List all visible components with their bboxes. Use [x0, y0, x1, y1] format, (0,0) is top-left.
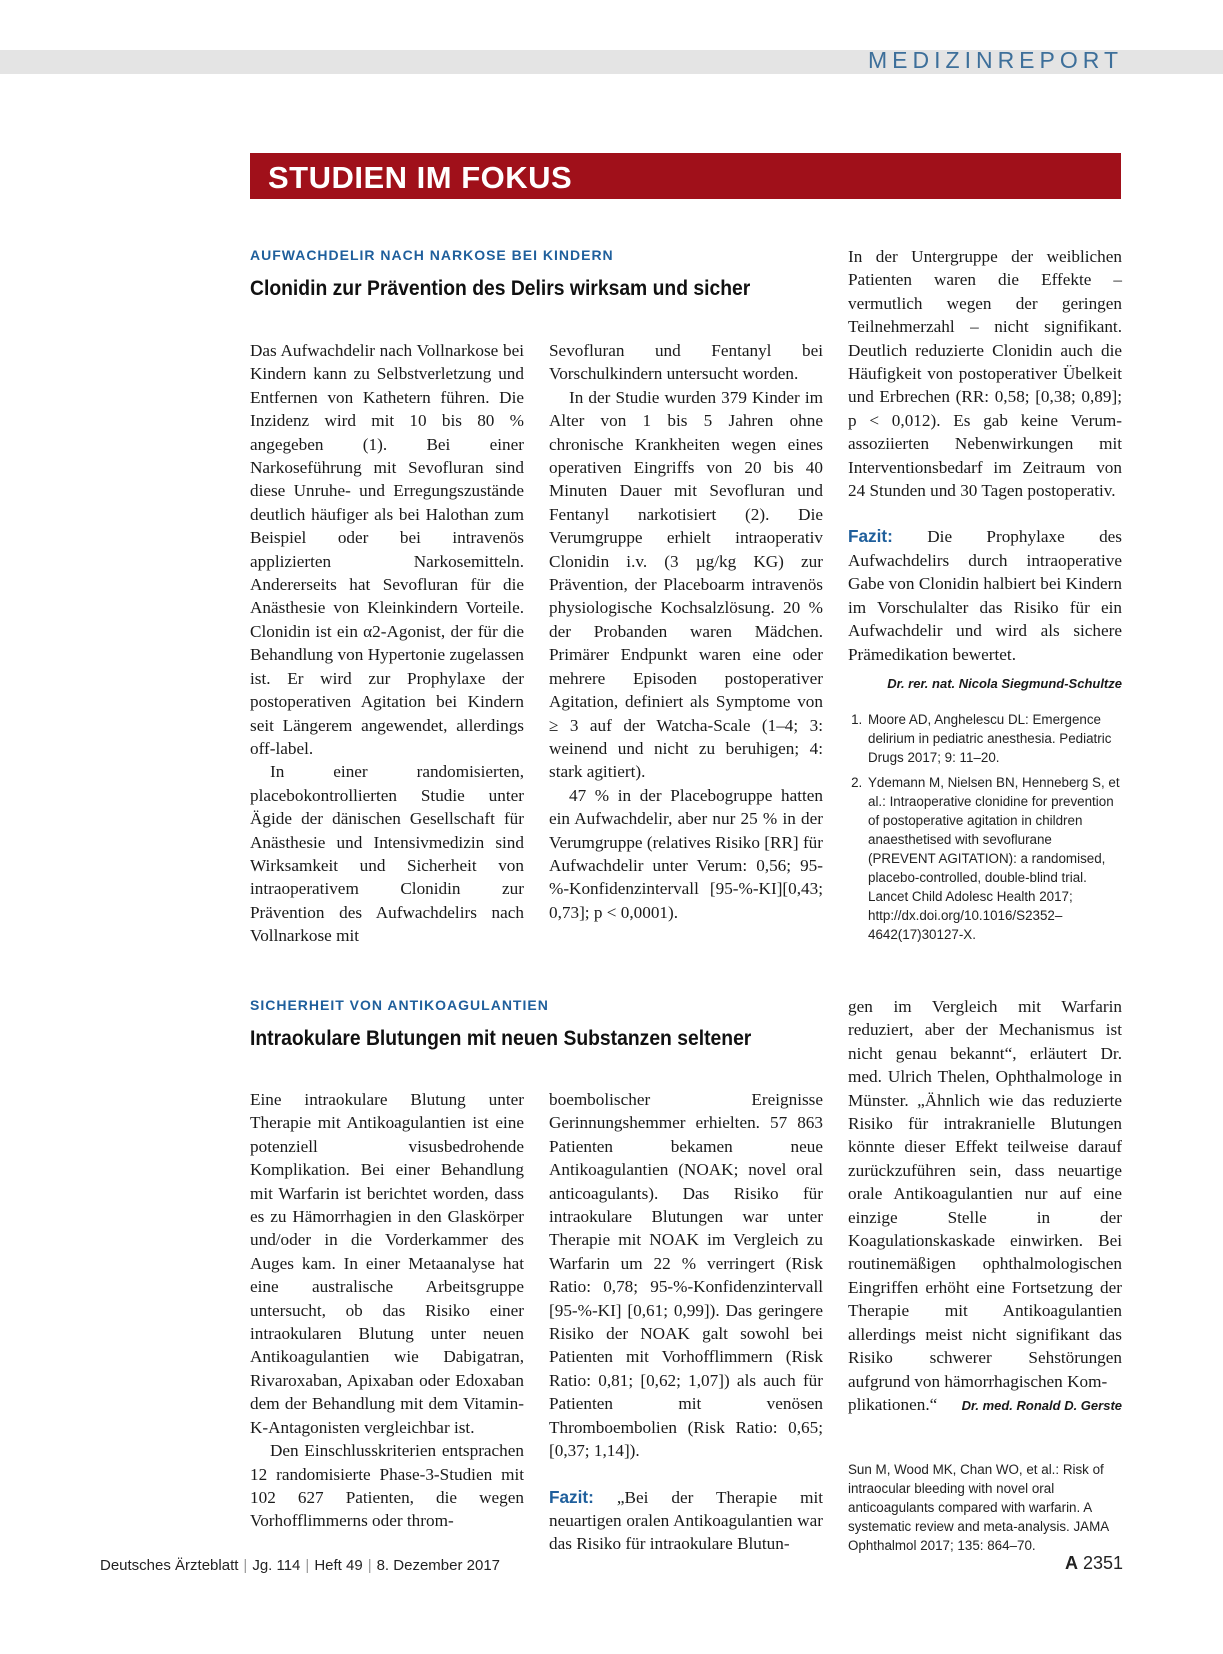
article1-column-2: [549, 339, 823, 924]
article2-column-2: [549, 1088, 823, 1556]
section-banner: [250, 153, 1121, 199]
fazit-label: Fazit:: [549, 1486, 594, 1507]
paragraph: 47 % in der Placebogruppe hatten ein Aufwachdelir, aber nur 25 % in der Verumgruppe (relatives Risiko [RR] für Aufwachdelir unter Verum: 0,56; 95-%-Konfidenzintervall [95-%-KI][0,43; 0,73]; p < 0,0001).: [549, 785, 823, 922]
paragraph: In der Studie wurden 379 Kinder im Alter von 1 bis 5 Jahren ohne chronische Krankheiten wegen eines operativen Eingriffs von 20 bis 40 Minuten Dauer mit Sevofluran und Fentanyl narkotisiert (2). Die Verumgruppe erhielt intraoperativ Clonidin i.v. (3 µg/kg KG) zur Prävention, der Placeboarm intravenös physiologische Kochsalzlösung. 20 % der Probanden waren Mädchen. Primärer Endpunkt waren eine oder mehrere Episoden postoperativer Agitation, definiert als Symptome von ≥ 3 auf der Watcha-Scale (1–4; 3: weinend und nicht zu beruhigen; 4: stark agitiert).: [549, 387, 823, 782]
fazit-text: Die Prophylaxe des Aufwachdelirs durch intraoperative Gabe von Clonidin halbiert bei Kindern im Vorschulalter das Risiko für ein Aufwachdelir und wird als sichere Prämedikation bewertet.: [848, 527, 1123, 664]
article2-kicker: SICHERHEIT VON ANTIKOAGULANTIEN: [250, 997, 549, 1013]
paragraph: gen im Vergleich mit Warfarin reduziert, aber der Mechanismus ist nicht genau bekannt“, erläutert Dr. med. Ulrich Thelen, Ophthalmologe in Münster. „Ähnlich wie das reduzierte Risiko für intrakranielle Blutungen könnte dieser Effekt teilweise darauf zurückzuführen sein, dass neuartige orale Antikoagulantien nur auf eine einzige Stelle in der Koagulationskaskade einwirken. Bei routinemäßigen ophthalmologischen Eingriffen erhöht eine Fortsetzung der Therapie mit Antikoagulantien allerdings meist nicht signifikant das Risiko schwerer Sehstörungen aufgrund von hämorrhagischen Kom-: [848, 997, 1122, 1391]
article1-column-3: [848, 245, 1122, 695]
volume: Jg. 114: [252, 1557, 301, 1574]
fazit-paragraph: [549, 1486, 823, 1556]
article1-kicker: AUFWACHDELIR NACH NARKOSE BEI KINDERN: [250, 247, 614, 263]
page-number-value: 2351: [1082, 1553, 1123, 1573]
article1-column-1: [250, 339, 524, 948]
paragraph: In der Untergruppe der weiblichen Patienten waren die Effekte – vermutlich wegen der geringen Teilnehmerzahl – nicht signifikant. Deutlich reduzierte Clonidin auch die Häufigkeit von postoperativer Übelkeit und Erbrechen (RR: 0,58; [0,38; 0,89]; p < 0,012). Es gab keine Verum-assoziierten Nebenwirkungen mit Interventionsbedarf im Zeitraum von 24 Stunden und 30 Tagen postoperativ.: [848, 247, 1122, 501]
article2-column-3: [848, 995, 1122, 1417]
issue: Heft 49: [314, 1557, 363, 1574]
paragraph-end: plikationen.“: [848, 1394, 938, 1414]
footer: Deutsches Ärzteblatt | Jg. 114 | Heft 49 | 8. Dezember 2017: [100, 1557, 500, 1574]
author-credit: Dr. med. Ronald D. Gerste: [961, 1397, 1122, 1413]
author-credit: Dr. rer. nat. Nicola Siegmund-Schultze: [887, 675, 1122, 691]
fazit-text: „Bei der Therapie mit neuartigen oralen Antikoagulantien war das Risiko für intraokulare Blutun-: [549, 1487, 823, 1554]
journal-name: Deutsches Ärzteblatt: [100, 1557, 239, 1574]
banner-title: STUDIEN IM FOKUS: [268, 160, 573, 195]
paragraph: In einer randomisierten, placebokontrollierten Studie unter Ägide der dänischen Gesellschaft für Anästhesie und Intensivmedizin sind Wirksamkeit und Sicherheit von intraoperativem Clonidin zur Prävention des Aufwachdelirs nach Vollnarkose mit: [250, 762, 524, 946]
paragraph: Sevofluran und Fentanyl bei Vorschulkindern untersucht worden.: [549, 341, 823, 384]
section-label: MEDIZINREPORT: [868, 47, 1123, 73]
article2-column-1: [250, 1088, 524, 1533]
issue-date: 8. Dezember 2017: [376, 1557, 500, 1574]
article2-title: Intraokulare Blutungen mit neuen Substanzen seltener: [250, 1027, 752, 1050]
fazit-label: Fazit:: [848, 526, 893, 547]
article1-references: [848, 710, 1122, 950]
page-prefix: A: [1064, 1553, 1078, 1573]
reference-item: 2. Ydemann M, Nielsen BN, Henneberg S, et al.: Intraoperative clonidine for prevention of postoperative agitation in children anaesthetised with sevoflurane (PREVENT AGITATION): a randomised, placebo-controlled, double-blind trial. Lancet Child Adolesc Health 2017; http://dx.doi.org/10.1016/S2352–4642(17)30127-X.: [866, 773, 1122, 944]
page-number: [1065, 1553, 1123, 1574]
paragraph: Das Aufwachdelir nach Vollnarkose bei Kindern kann zu Selbstverletzung und Entfernen von Kathetern führen. Die Inzidenz wird mit 10 bis 80 % angegeben (1). Bei einer Narkoseführung mit Sevofluran sind diese Unruhe- und Erregungszustände deutlich häufiger als bei Halothan zum Beispiel oder bei intravenös applizierten Narkosemitteln. Andererseits hat Sevofluran für die Anästhesie von Kleinkindern Vorteile. Clonidin ist ein α2-Agonist, der für die Behandlung von Hypertonie zugelassen ist. Er wird zur Prophylaxe der postoperativen Agitation bei Kindern seit Längerem angewendet, allerdings off-label.: [250, 341, 524, 758]
paragraph: Den Einschlusskriterien entsprachen 12 randomisierte Phase-3-Studien mit 102 627 Patienten, die wegen Vorhofflimmerns oder throm-: [250, 1441, 524, 1531]
fazit-paragraph: [848, 525, 1122, 665]
article1-title: Clonidin zur Prävention des Delirs wirksam und sicher: [250, 277, 751, 300]
paragraph: Eine intraokulare Blutung unter Therapie mit Antikoagulantien ist eine potenziell visusbedrohende Komplikation. Bei einer Behandlung mit Warfarin ist berichtet worden, dass es zu Hämorrhagien in den Glaskörper und/oder in die Vorderkammer des Auges kam. In einer Metaanalyse hat eine australische Arbeitsgruppe untersucht, ob das Risiko einer intraokularen Blutung unter neuen Antikoagulantien wie Dabigatran, Rivaroxaban, Apixaban oder Edoxaban dem der Behandlung mit dem Vitamin-K-Antagonisten vergleichbar ist.: [250, 1090, 524, 1437]
reference-item: 1. Moore AD, Anghelescu DL: Emergence delirium in pediatric anesthesia. Pediatric Drugs 2017; 9: 11–20.: [866, 710, 1122, 767]
article2-reference: Sun M, Wood MK, Chan WO, et al.: Risk of intraocular bleeding with novel oral anticoagulants compared with warfarin. A systematic review and meta-analysis. JAMA Ophthalmol 2017; 135: 864–70.: [848, 1462, 1109, 1553]
closing-line: [848, 1393, 1122, 1417]
paragraph: boembolischer Ereignisse Gerinnungshemmer erhielten. 57 863 Patienten bekamen neue Antikoagulantien (NOAK; novel oral anticoagulants). Das Risiko für intraokulare Blutungen war unter Therapie mit NOAK im Vergleich zu Warfarin um 22 % verringert (Risk Ratio: 0,78; 95-%-Konfidenzintervall [95-%-KI] [0,61; 0,99]). Das geringere Risiko der NOAK galt sowohl bei Patienten mit Vorhofflimmern (Risk Ratio: 0,81; [0,62; 1,07]) als auch für Patienten mit venösen Thromboembolien (Risk Ratio: 0,65; [0,37; 1,14]).: [549, 1090, 823, 1461]
